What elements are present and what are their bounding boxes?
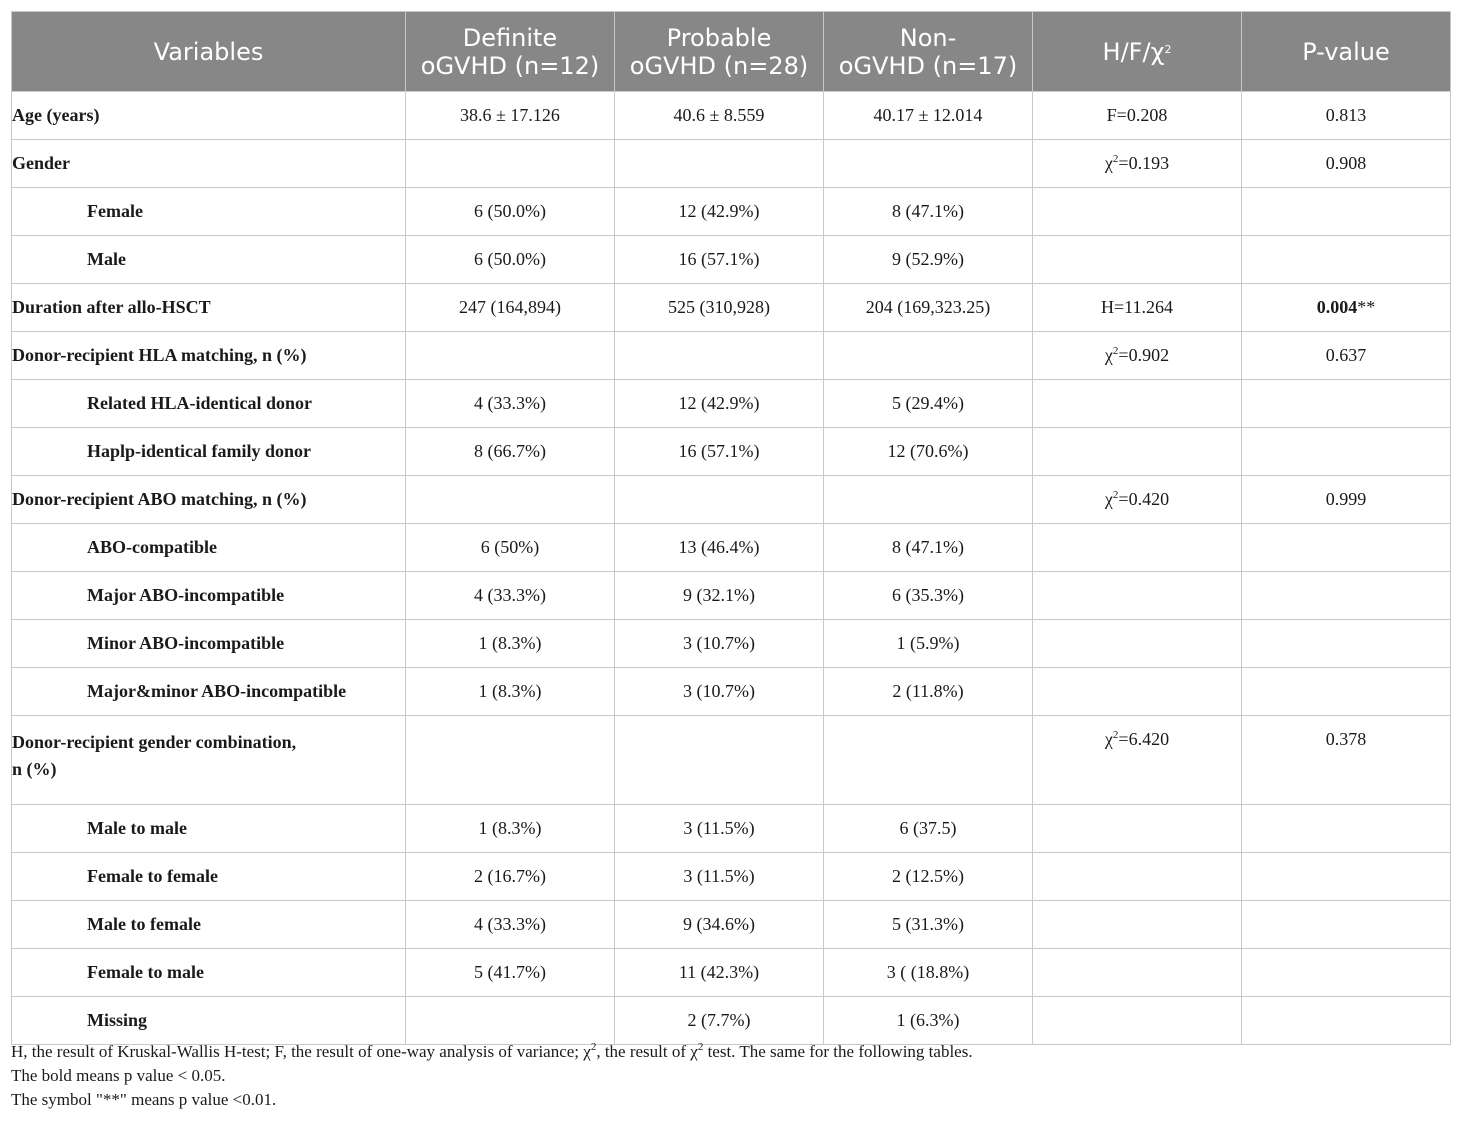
statistic-cell: [1033, 236, 1242, 284]
probable-cell: 13 (46.4%): [615, 524, 824, 572]
statistic-cell: [1033, 188, 1242, 236]
definite-cell: 6 (50.0%): [406, 188, 615, 236]
p-value-cell: [1242, 524, 1451, 572]
table-row: [12, 572, 1451, 620]
table-row: [12, 853, 1451, 901]
table-row: [12, 92, 1451, 140]
table-row: [12, 524, 1451, 572]
statistic-cell: [1033, 380, 1242, 428]
definite-cell: 247 (164,894): [406, 284, 615, 332]
variable-cell: Donor-recipient HLA matching, n (%): [12, 332, 406, 380]
table-row: [12, 284, 1451, 332]
p-value-cell: [1242, 188, 1451, 236]
table-row: [12, 332, 1451, 380]
non-cell: 5 (29.4%): [824, 380, 1033, 428]
variable-cell: Haplp-identical family donor: [12, 428, 406, 476]
statistic-cell: H=11.264: [1033, 284, 1242, 332]
p-value-cell: 0.908: [1242, 140, 1451, 188]
definite-cell: [406, 332, 615, 380]
probable-cell: [615, 716, 824, 805]
statistic-cell: F=0.208: [1033, 92, 1242, 140]
variable-cell: Gender: [12, 140, 406, 188]
variable-cell: Related HLA-identical donor: [12, 380, 406, 428]
definite-cell: 38.6 ± 17.126: [406, 92, 615, 140]
definite-cell: [406, 476, 615, 524]
non-cell: 8 (47.1%): [824, 188, 1033, 236]
non-cell: 12 (70.6%): [824, 428, 1033, 476]
variable-cell: Missing: [12, 997, 406, 1045]
statistic-cell: [1033, 997, 1242, 1045]
probable-cell: 11 (42.3%): [615, 949, 824, 997]
p-value-cell: 0.813: [1242, 92, 1451, 140]
definite-cell: 1 (8.3%): [406, 620, 615, 668]
p-value-cell: [1242, 380, 1451, 428]
variable-cell: Donor-recipient ABO matching, n (%): [12, 476, 406, 524]
table-row: [12, 949, 1451, 997]
variable-cell: Male to male: [12, 805, 406, 853]
statistic-cell: [1033, 901, 1242, 949]
variable-cell: Male: [12, 236, 406, 284]
probable-cell: 16 (57.1%): [615, 428, 824, 476]
header-row: [12, 12, 1451, 92]
table-row: [12, 997, 1451, 1045]
probable-cell: 9 (34.6%): [615, 901, 824, 949]
p-value-cell: [1242, 901, 1451, 949]
table-footnotes: [11, 1040, 1451, 1112]
non-cell: 6 (35.3%): [824, 572, 1033, 620]
p-value-cell: [1242, 428, 1451, 476]
probable-cell: [615, 332, 824, 380]
statistic-cell: [1033, 524, 1242, 572]
statistic-cell: $\chi^2=0.420$: [1033, 476, 1242, 524]
footnote-bold: The bold means p value < 0.05.: [11, 1066, 226, 1085]
non-cell: [824, 476, 1033, 524]
p-value-cell: 0.378: [1242, 716, 1451, 805]
non-cell: 1 (6.3%): [824, 997, 1033, 1045]
p-value-cell: [1242, 572, 1451, 620]
probable-cell: 3 (11.5%): [615, 805, 824, 853]
table-row: [12, 380, 1451, 428]
non-cell: [824, 140, 1033, 188]
definite-cell: 4 (33.3%): [406, 901, 615, 949]
non-cell: 1 (5.9%): [824, 620, 1033, 668]
p-value-cell: [1242, 236, 1451, 284]
probable-cell: 3 (11.5%): [615, 853, 824, 901]
p-value-cell: [1242, 668, 1451, 716]
footnote-abbreviations: H, the result of Kruskal-Wallis H-test; F, the result of one-way analysis of variance; $\chi^2$, the result of $\chi^2$ test. The same for the following tables.: [11, 1041, 973, 1061]
definite-cell: 2 (16.7%): [406, 853, 615, 901]
header-non: Non- oGVHD (n=17): [824, 12, 1033, 92]
statistic-cell: $\chi^2=0.902$: [1033, 332, 1242, 380]
definite-cell: [406, 997, 615, 1045]
probable-cell: 16 (57.1%): [615, 236, 824, 284]
statistic-cell: [1033, 853, 1242, 901]
statistic-cell: $\chi^2=6.420$: [1033, 716, 1242, 805]
variable-cell: Female to female: [12, 853, 406, 901]
non-cell: 3 ( (18.8%): [824, 949, 1033, 997]
non-cell: [824, 332, 1033, 380]
probable-cell: [615, 140, 824, 188]
non-cell: 8 (47.1%): [824, 524, 1033, 572]
p-value-cell: 0.999: [1242, 476, 1451, 524]
definite-cell: [406, 716, 615, 805]
probable-cell: 2 (7.7%): [615, 997, 824, 1045]
non-cell: 9 (52.9%): [824, 236, 1033, 284]
variable-cell: Donor-recipient gender combination, n (%): [12, 716, 406, 805]
footnote-symbol: The symbol "**" means p value <0.01.: [11, 1090, 277, 1109]
p-value-cell: [1242, 853, 1451, 901]
definite-cell: 4 (33.3%): [406, 572, 615, 620]
variable-cell: Age (years): [12, 92, 406, 140]
header-statistic: $H/F/\chi^2$: [1033, 12, 1242, 92]
definite-cell: 1 (8.3%): [406, 668, 615, 716]
probable-cell: 12 (42.9%): [615, 380, 824, 428]
non-cell: 6 (37.5): [824, 805, 1033, 853]
table-row: [12, 428, 1451, 476]
results-table: [11, 11, 1451, 1045]
header-probable: Probable oGVHD (n=28): [615, 12, 824, 92]
variable-cell: Minor ABO-incompatible: [12, 620, 406, 668]
statistic-cell: [1033, 620, 1242, 668]
variable-cell: Female to male: [12, 949, 406, 997]
p-value-cell: [1242, 805, 1451, 853]
variable-cell: Major&minor ABO-incompatible: [12, 668, 406, 716]
non-cell: 2 (11.8%): [824, 668, 1033, 716]
header-p-value: P-value: [1242, 12, 1451, 92]
variable-cell: Duration after allo-HSCT: [12, 284, 406, 332]
table-row: [12, 476, 1451, 524]
definite-cell: 6 (50.0%): [406, 236, 615, 284]
statistic-cell: [1033, 805, 1242, 853]
non-cell: 5 (31.3%): [824, 901, 1033, 949]
p-value-cell: [1242, 949, 1451, 997]
probable-cell: 9 (32.1%): [615, 572, 824, 620]
p-value-cell: 0.004**: [1242, 284, 1451, 332]
definite-cell: 5 (41.7%): [406, 949, 615, 997]
non-cell: [824, 716, 1033, 805]
definite-cell: 6 (50%): [406, 524, 615, 572]
definite-cell: 1 (8.3%): [406, 805, 615, 853]
statistic-cell: [1033, 428, 1242, 476]
statistic-cell: $\chi^2=0.193$: [1033, 140, 1242, 188]
table-row: [12, 620, 1451, 668]
non-cell: 40.17 ± 12.014: [824, 92, 1033, 140]
p-value-cell: [1242, 620, 1451, 668]
probable-cell: 40.6 ± 8.559: [615, 92, 824, 140]
variable-cell: Major ABO-incompatible: [12, 572, 406, 620]
definite-cell: 4 (33.3%): [406, 380, 615, 428]
table-row: [12, 716, 1451, 805]
statistic-cell: [1033, 572, 1242, 620]
table-row: [12, 236, 1451, 284]
probable-cell: 525 (310,928): [615, 284, 824, 332]
table-row: [12, 668, 1451, 716]
statistic-cell: [1033, 668, 1242, 716]
variable-cell: Female: [12, 188, 406, 236]
table-row: [12, 140, 1451, 188]
probable-cell: 3 (10.7%): [615, 668, 824, 716]
probable-cell: 12 (42.9%): [615, 188, 824, 236]
non-cell: 2 (12.5%): [824, 853, 1033, 901]
statistic-cell: [1033, 949, 1242, 997]
table-row: [12, 805, 1451, 853]
variable-cell: Male to female: [12, 901, 406, 949]
variable-cell: ABO-compatible: [12, 524, 406, 572]
header-variables: Variables: [12, 12, 406, 92]
non-cell: 204 (169,323.25): [824, 284, 1033, 332]
p-value-cell: [1242, 997, 1451, 1045]
header-definite: Definite oGVHD (n=12): [406, 12, 615, 92]
p-value-cell: 0.637: [1242, 332, 1451, 380]
probable-cell: [615, 476, 824, 524]
definite-cell: 8 (66.7%): [406, 428, 615, 476]
table-row: [12, 901, 1451, 949]
probable-cell: 3 (10.7%): [615, 620, 824, 668]
definite-cell: [406, 140, 615, 188]
table-row: [12, 188, 1451, 236]
